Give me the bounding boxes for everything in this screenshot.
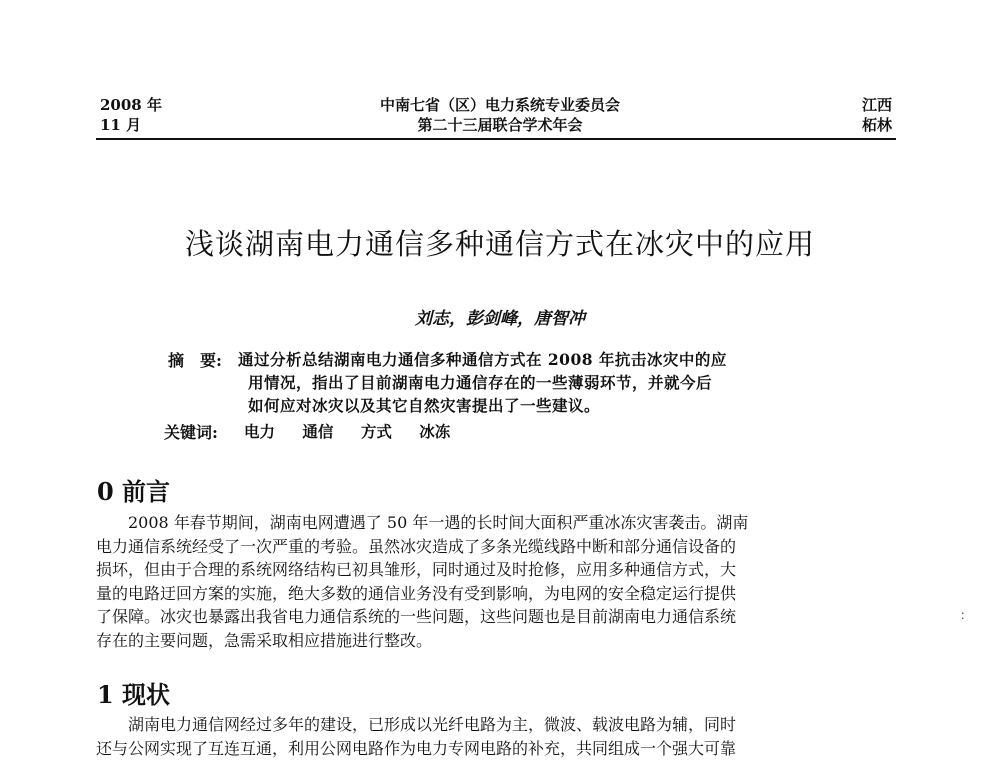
- header-location: [800, 95, 892, 135]
- paragraph-line: 存在的主要问题，急需采取相应措施进行整改。: [96, 630, 433, 650]
- abstract-line: 通过分析总结湖南电力通信多种通信方式在 2008 年抗击冰灾中的应: [238, 350, 727, 369]
- keyword: 电力: [244, 422, 276, 441]
- section-paragraph-status: [96, 713, 896, 760]
- header-session: 第二十三届联合学术年会: [417, 116, 583, 134]
- keyword: 冰冻: [419, 422, 451, 441]
- keywords-list: [244, 420, 472, 442]
- paper-authors: 刘志，彭剑峰，唐智冲: [415, 309, 585, 329]
- paragraph-line: 还与公网实现了互连互通，利用公网电路作为电力专网电路的补充，共同组成一个强大可靠: [96, 738, 737, 758]
- abstract-line: 如何应对冰灾以及其它自然灾害提出了一些建议。: [248, 396, 601, 415]
- header-date: [100, 95, 162, 135]
- header-divider: [96, 138, 896, 140]
- header-province: 江西: [861, 96, 892, 114]
- abstract-text: [238, 348, 828, 417]
- scan-edge-mark: ：: [960, 608, 973, 622]
- header-town: 柘林: [861, 116, 892, 134]
- paragraph-line: 2008 年春节期间，湖南电网遭遇了 50 年一遇的长时间大面积严重冰冻灾害袭击。湖南: [128, 513, 749, 532]
- abstract-line: 用情况，指出了目前湖南电力通信存在的一些薄弱环节，并就今后: [248, 373, 713, 392]
- paragraph-line: 湖南电力通信网经过多年的建设，已形成以光纤电路为主，微波、载波电路为辅，同时: [128, 715, 737, 734]
- paragraph-line: 电力通信系统经受了一次严重的考验。虽然冰灾造成了多条光缆线路中断和部分通信设备的: [96, 536, 737, 556]
- keywords-label: 关键词:: [164, 423, 218, 442]
- paragraph-line: 损坏，但由于合理的系统网络结构已初具雏形，同时通过及时抢修，应用多种通信方式，大: [96, 560, 737, 579]
- abstract-label: 摘 要:: [168, 351, 222, 370]
- header-conference: [300, 95, 700, 135]
- section-paragraph-introduction: [96, 511, 896, 652]
- section-heading-status: 1 现状: [97, 680, 171, 709]
- section-heading-introduction: 0 前言: [97, 477, 171, 506]
- paragraph-line: 了保障。冰灾也暴露出我省电力通信系统的一些问题，这些问题也是目前湖南电力通信系统: [96, 607, 737, 626]
- header-year: 2008 年: [100, 96, 162, 114]
- keyword: 通信: [302, 422, 334, 441]
- header-month: 11 月: [100, 116, 142, 134]
- paper-title: 浅谈湖南电力通信多种通信方式在冰灾中的应用: [184, 227, 815, 261]
- header-committee: 中南七省（区）电力系统专业委员会: [379, 96, 620, 114]
- paragraph-line: 量的电路迂回方案的实施，绝大多数的通信业务没有受到影响，为电网的安全稳定运行提供: [96, 583, 737, 603]
- keyword: 方式: [360, 422, 392, 441]
